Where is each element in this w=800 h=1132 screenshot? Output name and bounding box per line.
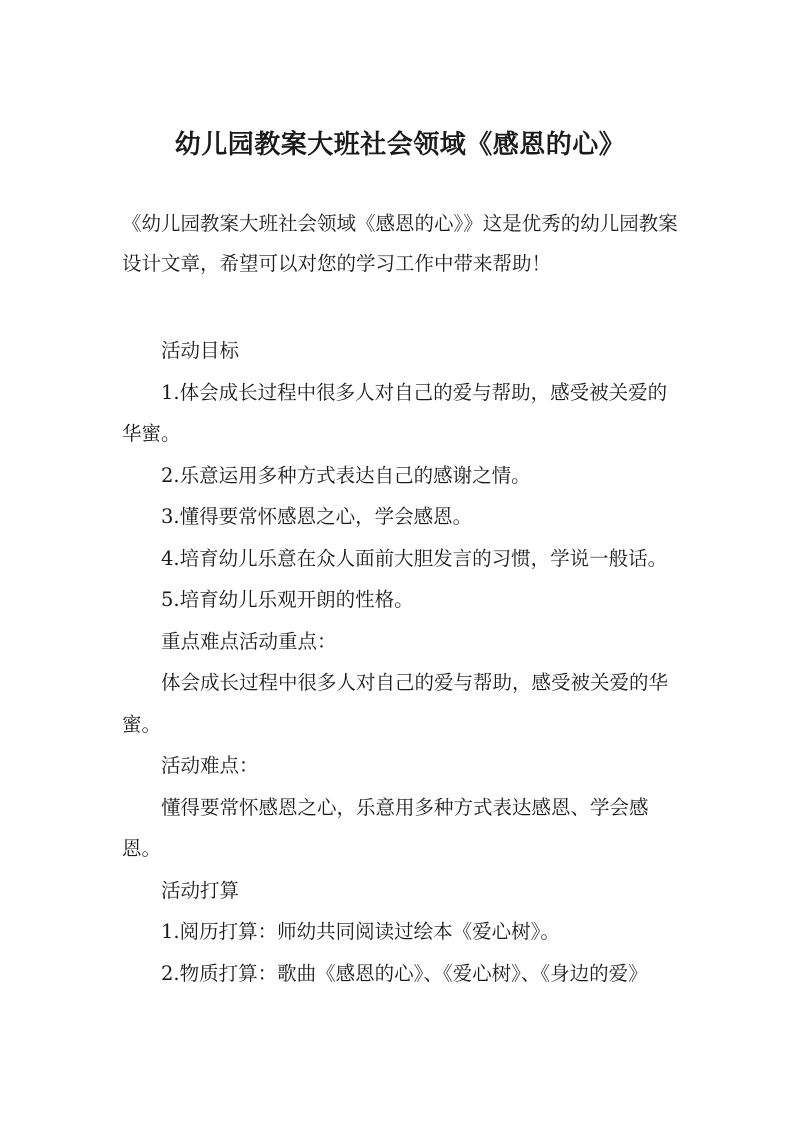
heading-activity-goals: 活动目标: [161, 339, 240, 362]
document-title: 幼儿园教案大班社会领域《感恩的心》: [174, 130, 626, 160]
difficulty-text: 懂得要常怀感恩之心，乐意用多种方式表达感恩、学会感恩。: [122, 795, 649, 860]
preparation-item-2: 2.物质打算：歌曲《感恩的心》、《爱心树》、《身边的爱》: [161, 961, 648, 985]
heading-difficulties: 活动难点：: [161, 754, 259, 777]
intro-paragraph: 《幼儿园教案大班社会领域《感恩的心》》这是优秀的幼儿园教案设计文章，希望可以对您的学习工作中带来帮助！: [122, 212, 678, 275]
preparation-item-1: 1.阅历打算：师幼共同阅读过绘本《爱心树》。: [161, 920, 560, 943]
document-body: [122, 330, 678, 994]
goal-item-2: 2.乐意运用多种方式表达自己的感谢之情。: [161, 463, 531, 487]
goal-item-3: 3.懂得要常怀感恩之心，学会感恩。: [161, 505, 473, 528]
goal-item-5: 5.培育幼儿乐观开朗的性格。: [161, 588, 414, 611]
goal-item-1: 1.体会成长过程中很多人对自己的爱与帮助，感受被关爱的华蜜。: [122, 380, 668, 445]
key-point-text: 体会成长过程中很多人对自己的爱与帮助，感受被关爱的华蜜。: [122, 671, 669, 736]
goal-item-4: 4.培育幼儿乐意在众人面前大胆发言的习惯，学说一般话。: [161, 546, 668, 570]
heading-preparation: 活动打算: [161, 878, 240, 902]
heading-key-points: 重点难点活动重点：: [161, 629, 337, 653]
